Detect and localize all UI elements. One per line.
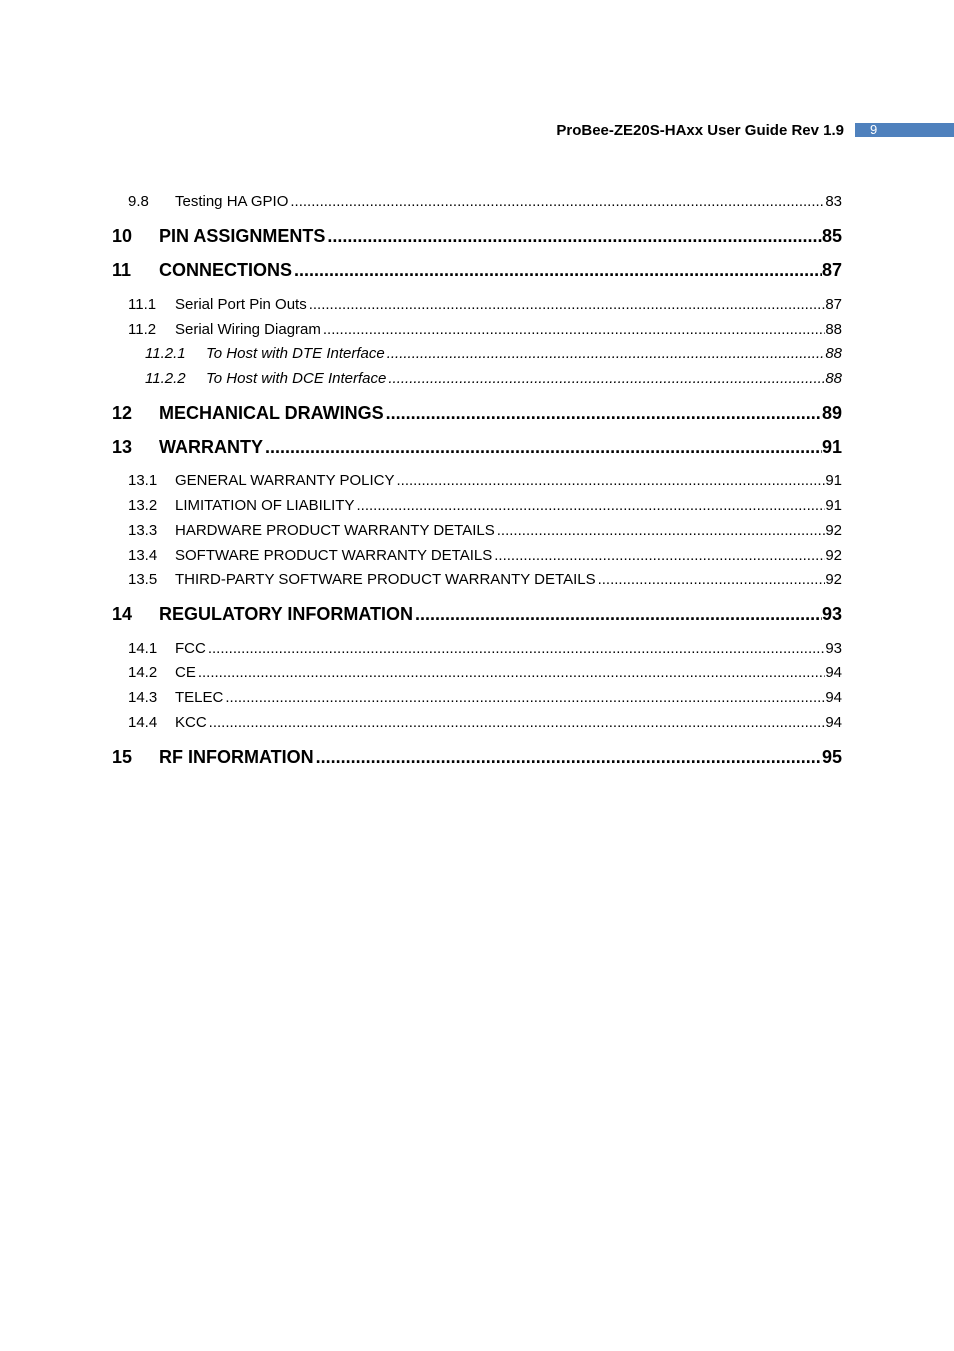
toc-entry-title: FCC bbox=[175, 640, 206, 657]
toc-entry-page: 87 bbox=[825, 296, 842, 313]
toc-entry-page: 83 bbox=[825, 193, 842, 210]
toc-entry[interactable] bbox=[128, 471, 842, 490]
toc-dot-leader bbox=[198, 663, 825, 682]
toc-entry-page: 91 bbox=[821, 437, 842, 457]
page-number-badge: 9 bbox=[855, 123, 954, 137]
toc-entry-number: 14.2 bbox=[128, 664, 158, 681]
toc-entry[interactable] bbox=[128, 546, 842, 565]
toc-entry[interactable] bbox=[128, 639, 842, 658]
toc-entry-title: HARDWARE PRODUCT WARRANTY DETAILS bbox=[175, 522, 495, 539]
toc-entry-number: 13 bbox=[112, 437, 133, 457]
toc-dot-leader bbox=[209, 713, 826, 732]
toc-entry-page: 93 bbox=[821, 604, 842, 624]
toc-entry[interactable] bbox=[112, 225, 842, 247]
toc-entry-page: 89 bbox=[821, 403, 842, 423]
toc-entry[interactable] bbox=[112, 603, 842, 625]
toc-entry[interactable] bbox=[112, 436, 842, 458]
toc-entry-number: 13.4 bbox=[128, 547, 158, 564]
toc-entry-number: 14.4 bbox=[128, 714, 158, 731]
toc-entry-page: 85 bbox=[821, 226, 842, 246]
toc-entry-title: REGULATORY INFORMATION bbox=[159, 604, 413, 624]
toc-entry-number: 14.1 bbox=[128, 640, 158, 657]
toc-entry-number: 14.3 bbox=[128, 689, 158, 706]
toc-entry-number: 15 bbox=[112, 747, 133, 767]
toc-dot-leader bbox=[415, 603, 822, 625]
toc-entry-page: 92 bbox=[825, 547, 842, 564]
toc-entry-title: SOFTWARE PRODUCT WARRANTY DETAILS bbox=[175, 547, 493, 564]
toc-dot-leader bbox=[265, 436, 822, 458]
toc-entry-number: 11.2 bbox=[128, 321, 157, 338]
toc-entry-page: 88 bbox=[825, 345, 842, 362]
toc-entry-page: 87 bbox=[821, 260, 842, 280]
toc-dot-leader bbox=[387, 344, 826, 363]
toc-entry-number: 11.1 bbox=[128, 296, 157, 313]
toc-entry[interactable] bbox=[128, 713, 842, 732]
toc-dot-leader bbox=[225, 688, 825, 707]
toc-entry-number: 12 bbox=[112, 403, 133, 423]
toc-entry[interactable] bbox=[128, 496, 842, 515]
toc-entry-title: PIN ASSIGNMENTS bbox=[159, 226, 326, 246]
toc-entry-number: 11 bbox=[112, 260, 132, 280]
toc-entry-number: 10 bbox=[112, 226, 133, 246]
toc-entry-title: To Host with DCE Interface bbox=[206, 370, 387, 387]
toc-dot-leader bbox=[397, 471, 826, 490]
toc-entry-number: 11.2.1 bbox=[145, 345, 186, 362]
toc-dot-leader bbox=[327, 225, 822, 247]
toc-entry-page: 94 bbox=[825, 689, 842, 706]
toc-entry[interactable] bbox=[128, 570, 842, 589]
toc-entry-title: RF INFORMATION bbox=[159, 747, 314, 767]
toc-entry[interactable] bbox=[112, 402, 842, 424]
toc-entry-title: Testing HA GPIO bbox=[175, 193, 289, 210]
toc-entry[interactable] bbox=[112, 746, 842, 768]
toc-dot-leader bbox=[388, 369, 825, 388]
toc-entry-page: 94 bbox=[825, 714, 842, 731]
toc-entry-page: 88 bbox=[825, 321, 842, 338]
toc-entry-page: 95 bbox=[821, 747, 842, 767]
toc-entry-title: THIRD-PARTY SOFTWARE PRODUCT WARRANTY DETAILS bbox=[175, 571, 596, 588]
toc-entry-title: Serial Port Pin Outs bbox=[175, 296, 307, 313]
toc-entry-page: 88 bbox=[825, 370, 842, 387]
toc-entry[interactable] bbox=[145, 344, 842, 363]
toc-entry-number: 14 bbox=[112, 604, 133, 624]
toc-entry-title: To Host with DTE Interface bbox=[206, 345, 385, 362]
toc-dot-leader bbox=[386, 402, 822, 424]
toc-entry-title: MECHANICAL DRAWINGS bbox=[159, 403, 384, 423]
toc-entry-page: 92 bbox=[825, 522, 842, 539]
toc-dot-leader bbox=[309, 295, 826, 314]
toc-entry-title: CONNECTIONS bbox=[159, 260, 293, 280]
toc-entry-title: Serial Wiring Diagram bbox=[175, 321, 321, 338]
toc-entry-number: 9.8 bbox=[128, 193, 149, 210]
toc-dot-leader bbox=[497, 521, 826, 540]
toc-entry-title: TELEC bbox=[175, 689, 224, 706]
toc-dot-leader bbox=[316, 746, 822, 768]
toc-dot-leader bbox=[290, 192, 825, 211]
toc-entry-page: 91 bbox=[825, 472, 842, 489]
toc-entry-number: 13.1 bbox=[128, 472, 158, 489]
toc-entry-page: 93 bbox=[825, 640, 842, 657]
toc-entry-number: 13.5 bbox=[128, 571, 158, 588]
toc-entry[interactable] bbox=[112, 259, 842, 281]
toc-dot-leader bbox=[356, 496, 825, 515]
toc-entry[interactable] bbox=[128, 688, 842, 707]
toc-dot-leader bbox=[294, 259, 822, 281]
toc-entry[interactable] bbox=[128, 663, 842, 682]
toc-entry-title: LIMITATION OF LIABILITY bbox=[175, 497, 355, 514]
toc-entry-number: 11.2.2 bbox=[145, 370, 186, 387]
toc-entry[interactable] bbox=[128, 521, 842, 540]
toc-entry[interactable] bbox=[128, 295, 842, 314]
toc-entry[interactable] bbox=[128, 192, 842, 211]
document-title: ProBee-ZE20S-HAxx User Guide Rev 1.9 bbox=[556, 122, 844, 139]
toc-dot-leader bbox=[598, 570, 826, 589]
toc-entry-title: CE bbox=[175, 664, 196, 681]
toc-entry-page: 94 bbox=[825, 664, 842, 681]
page-header bbox=[0, 122, 954, 140]
toc-entry-number: 13.2 bbox=[128, 497, 158, 514]
toc-dot-leader bbox=[323, 320, 825, 339]
toc-dot-leader bbox=[208, 639, 825, 658]
toc-entry-title: GENERAL WARRANTY POLICY bbox=[175, 472, 395, 489]
toc-dot-leader bbox=[494, 546, 825, 565]
toc-entry-page: 92 bbox=[825, 571, 842, 588]
toc-entry-title: WARRANTY bbox=[159, 437, 263, 457]
toc-entry-page: 91 bbox=[825, 497, 842, 514]
toc-entry[interactable] bbox=[128, 320, 842, 339]
toc-entry[interactable] bbox=[145, 369, 842, 388]
toc-entry-title: KCC bbox=[175, 714, 207, 731]
toc-entry-number: 13.3 bbox=[128, 522, 158, 539]
